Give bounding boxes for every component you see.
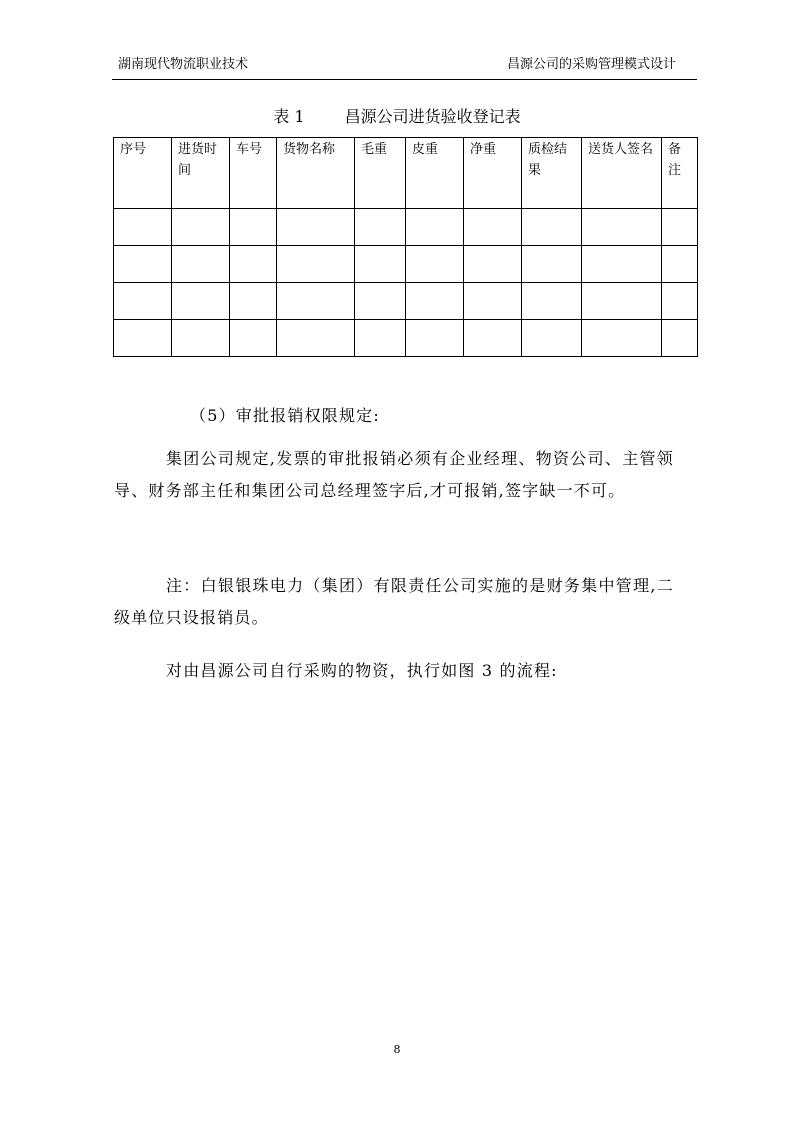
table-cell <box>355 246 406 283</box>
table-cell <box>582 283 662 320</box>
column-header: 皮重 <box>406 138 464 209</box>
table-title: 昌源公司进货验收登记表 <box>344 107 521 126</box>
column-header: 进货时间 <box>172 138 230 209</box>
table-cell <box>230 209 277 246</box>
section-heading: （5）审批报销权限规定: <box>190 406 380 425</box>
table-cell <box>355 209 406 246</box>
table-cell <box>114 209 172 246</box>
table-cell <box>355 283 406 320</box>
inspection-register-table <box>113 137 698 357</box>
table-cell <box>662 283 698 320</box>
table-cell <box>172 283 230 320</box>
table-cell <box>582 246 662 283</box>
table-cell <box>114 246 172 283</box>
table-cell <box>464 320 522 357</box>
table-cell <box>114 283 172 320</box>
table-row <box>114 246 698 283</box>
table-row <box>114 320 698 357</box>
table-row <box>114 283 698 320</box>
column-header: 货物名称 <box>277 138 355 209</box>
table-cell <box>662 209 698 246</box>
header-school-name: 湖南现代物流职业技术 <box>118 57 249 72</box>
column-header: 质检结果 <box>522 138 582 209</box>
column-header: 毛重 <box>355 138 406 209</box>
table-cell <box>277 209 355 246</box>
table-cell <box>522 283 582 320</box>
table-cell <box>522 320 582 357</box>
table-cell <box>230 320 277 357</box>
table-row <box>114 209 698 246</box>
paragraph-process-intro: 对由昌源公司自行采购的物资，执行如图 3 的流程: <box>166 661 558 680</box>
table-cell <box>230 246 277 283</box>
page-number: 8 <box>393 1043 401 1056</box>
table-cell <box>582 209 662 246</box>
column-header: 净重 <box>464 138 522 209</box>
table-header-row <box>114 138 698 209</box>
table-cell <box>277 283 355 320</box>
column-header: 序号 <box>114 138 172 209</box>
table-cell <box>662 246 698 283</box>
table-cell <box>662 320 698 357</box>
table-cell <box>406 320 464 357</box>
table-cell <box>172 246 230 283</box>
table-cell <box>522 246 582 283</box>
table-cell <box>172 320 230 357</box>
column-header: 备注 <box>662 138 698 209</box>
table-cell <box>406 283 464 320</box>
column-header: 送货人签名 <box>582 138 662 209</box>
table-cell <box>464 283 522 320</box>
table-cell <box>114 320 172 357</box>
table-cell <box>582 320 662 357</box>
paragraph-approval-rule: 集团公司规定,发票的审批报销必须有企业经理、物资公司、主管领导、财务部主任和集团公司总经理签字后,才可报销,签字缺一不可。 <box>114 449 674 500</box>
table-cell <box>172 209 230 246</box>
table-cell <box>277 320 355 357</box>
table-cell <box>464 246 522 283</box>
table-cell <box>355 320 406 357</box>
table-cell <box>522 209 582 246</box>
paragraph-note: 注：白银银珠电力（集团）有限责任公司实施的是财务集中管理,二级单位只设报销员。 <box>114 576 674 627</box>
header-document-title: 昌源公司的采购管理模式设计 <box>506 57 676 72</box>
table-cell <box>406 209 464 246</box>
table-cell <box>406 246 464 283</box>
table-caption <box>0 107 794 127</box>
table-label: 表 1 <box>273 107 305 126</box>
table-cell <box>277 246 355 283</box>
table-cell <box>464 209 522 246</box>
column-header: 车号 <box>230 138 277 209</box>
header-divider <box>112 79 697 80</box>
table-cell <box>230 283 277 320</box>
